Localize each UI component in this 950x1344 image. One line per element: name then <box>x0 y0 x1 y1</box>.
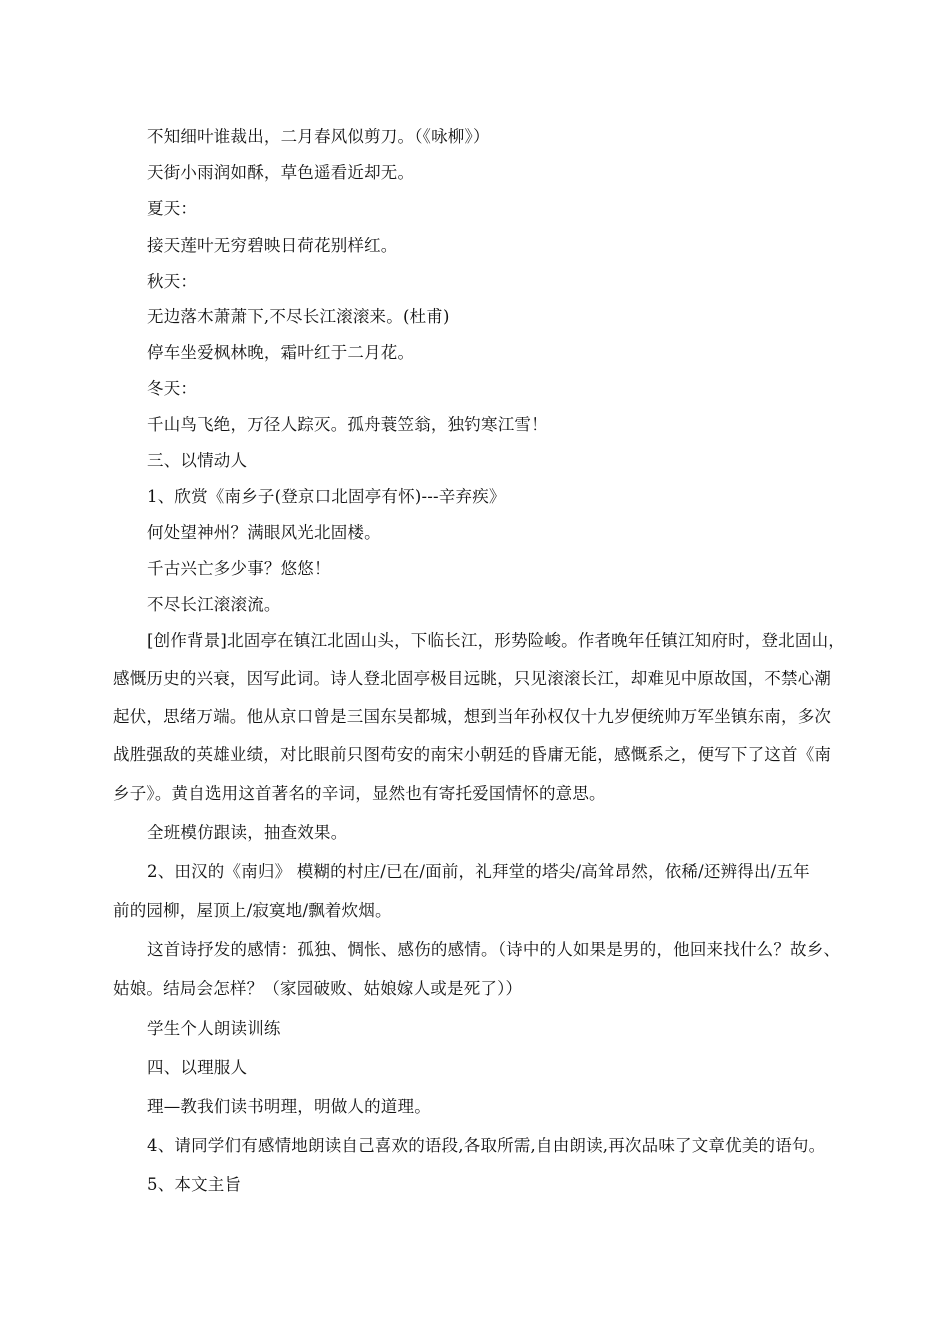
poem-line-yongliu: 不知细叶谁裁出，二月春风似剪刀。（《咏柳》） <box>147 127 490 146</box>
poem-line-maple: 停车坐爱枫林晚，霜叶红于二月花。 <box>147 343 415 362</box>
student-reading-note: 学生个人朗读训练 <box>147 1019 281 1038</box>
background-paragraph-line-5: 乡子》。黄自选用这首著名的辛词，显然也有寄托爱国情怀的意思。 <box>113 784 606 803</box>
item-1-heading: 1、欣赏《南乡子(登京口北固亭有怀)---辛弃疾》 <box>147 487 506 506</box>
background-paragraph-line-2: 感慨历史的兴衰，因写此词。诗人登北固亭极目远眺，只见滚滚长江，却难见中原故国，不禁心潮 <box>113 669 832 688</box>
poem-line-winter: 千山鸟飞绝，万径人踪灭。孤舟蓑笠翁，独钓寒江雪！ <box>147 415 548 434</box>
ci-line-1: 何处望神州？满眼风光北固楼。 <box>147 523 381 542</box>
season-heading-winter: 冬天： <box>147 379 198 398</box>
reason-line: 理—教我们读书明理，明做人的道理。 <box>147 1097 431 1116</box>
background-paragraph-line-3: 起伏，思绪万端。他从京口曾是三国东吴都城，想到当年孙权仅十九岁便统帅万军坐镇东南，多次 <box>113 707 832 726</box>
item-5-heading: 5、本文主旨 <box>147 1175 242 1194</box>
section-heading-3: 三、以情动人 <box>147 451 248 470</box>
ci-line-2: 千古兴亡多少事？悠悠！ <box>147 559 331 578</box>
ci-line-3: 不尽长江滚滚流。 <box>147 595 281 614</box>
emotion-paragraph-line-2: 姑娘。结局会怎样？（家园破败、姑娘嫁人或是死了）） <box>113 979 523 998</box>
poem-line-tianjie: 天街小雨润如酥，草色遥看近却无。 <box>147 163 415 182</box>
item-2-line-1: 2、田汉的《南归》 模糊的村庄/已在/面前，礼拜堂的塔尖/高耸昂然，依稀/还辨得出/五年 <box>147 862 810 881</box>
item-2-line-2: 前的园柳，屋顶上/寂寞地/飘着炊烟。 <box>113 901 392 920</box>
class-reading-note: 全班模仿跟读，抽查效果。 <box>147 823 348 842</box>
background-paragraph-line-1: [创作背景]北固亭在镇江北固山头，下临长江，形势险峻。作者晚年任镇江知府时，登北固山， <box>147 631 845 650</box>
background-paragraph-line-4: 战胜强敌的英雄业绩，对比眼前只图苟安的南宋小朝廷的昏庸无能，感慨系之，便写下了这首《南 <box>113 745 832 764</box>
season-heading-autumn: 秋天： <box>147 272 198 291</box>
season-heading-summer: 夏天： <box>147 199 198 218</box>
poem-line-summer: 接天莲叶无穷碧映日荷花别样红。 <box>147 236 398 255</box>
section-heading-4: 四、以理服人 <box>147 1058 248 1077</box>
poem-line-dufu: 无边落木萧萧下,不尽长江滚滚来。(杜甫) <box>147 307 450 326</box>
item-4-line: 4、请同学们有感情地朗读自己喜欢的语段,各取所需,自由朗读,再次品味了文章优美的语句。 <box>147 1136 826 1155</box>
emotion-paragraph-line-1: 这首诗抒发的感情：孤独、惆怅、感伤的感情。（诗中的人如果是男的，他回来找什么？故乡、 <box>147 940 841 959</box>
